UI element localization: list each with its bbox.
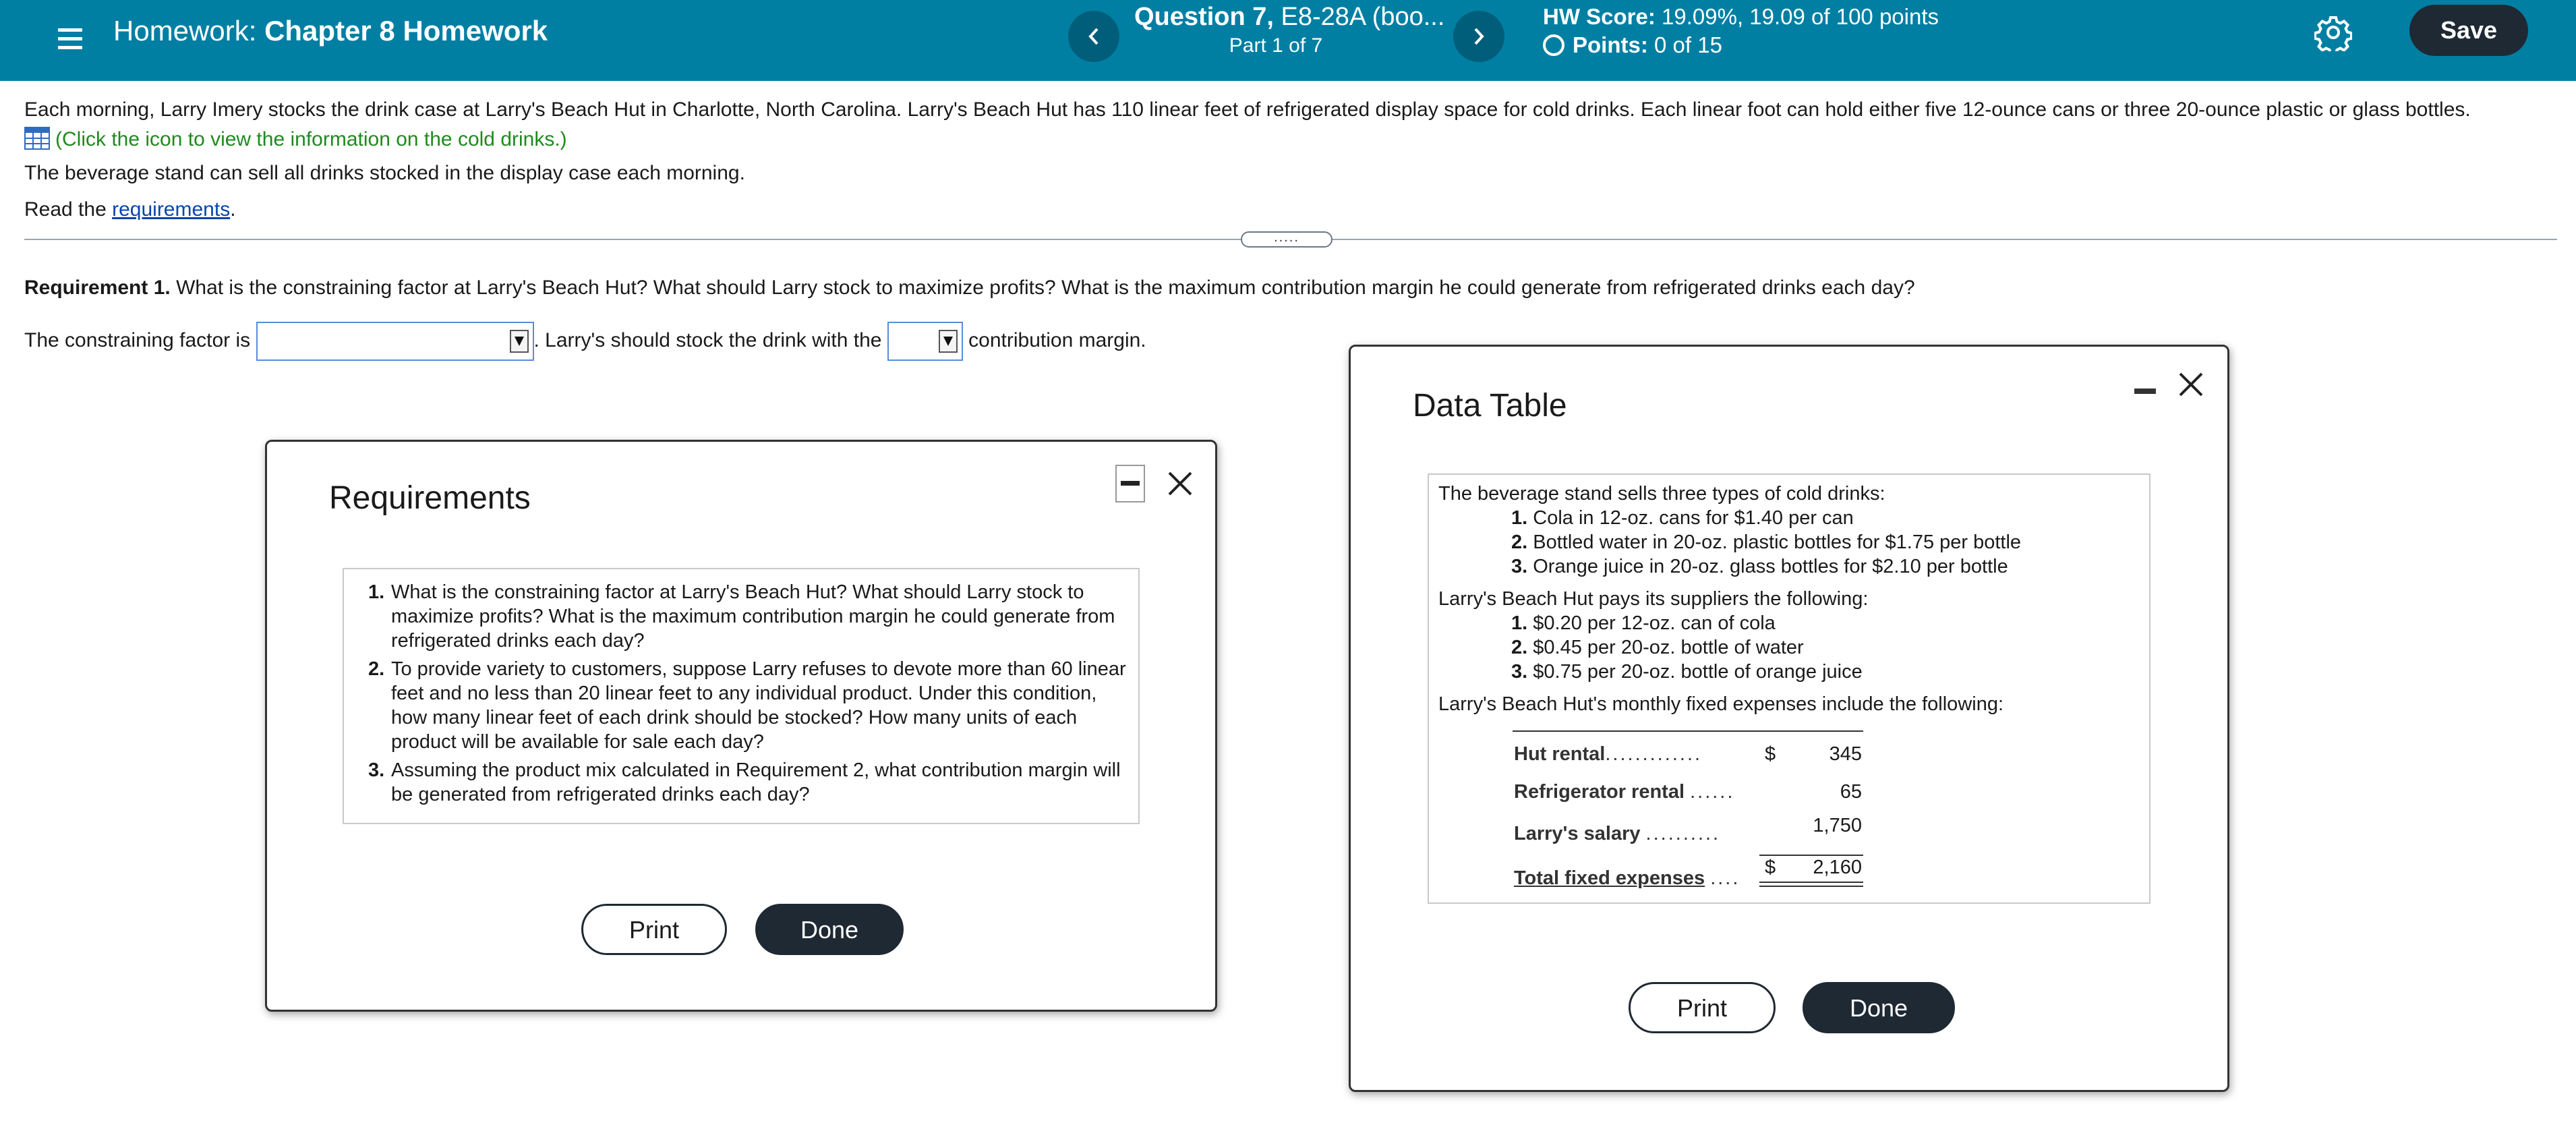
points (1543, 31, 1722, 59)
list-item-text: To provide variety to customers, suppose Larry refuses to devote more than 60 linear feet and no less than 20 linear feet to any individual product. Under this condition, how many linear feet of each drink should be stocked? How many units of each product will be available for sale each day? (391, 658, 1126, 753)
gear-icon[interactable] (2314, 13, 2352, 51)
data-table-dialog-title: Data Table (1413, 388, 1567, 424)
list-item-text: $0.75 per 20-oz. bottle of orange juice (1533, 661, 1863, 683)
problem-intro: Each morning, Larry Imery stocks the drink case at Larry's Beach Hut in Charlotte, North Carolina. Larry's Beach Hut has 110 linear feet of refrigerated display space for cold drinks. Each linear foot can hold either five 12-ounce cans or three 20-ounce plastic or glass bottles. (24, 98, 2471, 121)
suppliers-intro: Larry's Beach Hut pays its suppliers the following: (1438, 588, 1869, 610)
list-item (356, 758, 1126, 807)
read-the-text: Read the (24, 198, 107, 221)
currency-symbol: $ (1765, 743, 1776, 765)
list-item-text: What is the constraining factor at Larry's Beach Hut? What should Larry stock to maximize profits? What is the maximum contribution margin he could generate from refrigerated drinks each day? (391, 581, 1115, 652)
close-icon[interactable] (1164, 467, 1196, 500)
question-name: E8-28A (boo... (1281, 3, 1445, 31)
previous-question-button[interactable] (1068, 11, 1119, 62)
points-value: 0 of 15 (1654, 32, 1722, 57)
expand-collapse-handle[interactable]: ..... (1241, 231, 1333, 248)
chevron-right-icon (1471, 26, 1487, 47)
requirements-link[interactable]: requirements (112, 198, 231, 221)
list-item-number: 1. (368, 581, 385, 603)
list-item-text: Orange juice in 20-oz. glass bottles for $2.10 per bottle (1533, 556, 2008, 577)
requirements-done-button[interactable]: Done (755, 904, 904, 955)
question-label: Question 7, (1134, 3, 1274, 31)
list-item-number: 3. (368, 759, 385, 781)
hw-score (1543, 3, 1939, 31)
homework-title (113, 15, 548, 47)
total-fixed-expenses-value: 2,160 (1813, 857, 1862, 878)
leader-dots: .......... (1645, 823, 1721, 844)
list-item-text: $0.45 per 20-oz. bottle of water (1533, 637, 1804, 658)
answer-row (24, 320, 1146, 362)
requirement-1-label: Requirement 1. (24, 277, 171, 299)
top-bar (0, 0, 2576, 81)
requirements-print-button[interactable]: Print (581, 904, 727, 955)
homework-label: Homework: (113, 15, 257, 47)
list-item-text: $0.20 per 12-oz. can of cola (1533, 612, 1776, 634)
data-table-print-button[interactable]: Print (1629, 982, 1776, 1033)
hamburger-menu-icon[interactable] (53, 19, 89, 59)
list-item-number: 2. (1511, 531, 1528, 553)
leader-dots: ............. (1605, 743, 1703, 765)
hw-score-label: HW Score: (1543, 4, 1656, 29)
list-item-number: 2. (1511, 637, 1528, 658)
sell-all-text: The beverage stand can sell all drinks stocked in the display case each morning. (24, 162, 745, 184)
close-icon[interactable] (2175, 368, 2207, 401)
dropdown-arrow-icon[interactable] (510, 330, 529, 353)
list-item (356, 657, 1126, 754)
question-part: Part 1 of 7 (1229, 34, 1323, 57)
leader-dots: .... (1710, 867, 1740, 889)
answer-middle: . Larry's should stock the drink with the (533, 329, 882, 351)
period-text: . (230, 198, 236, 221)
list-item-text: Bottled water in 20-oz. plastic bottles for $1.75 per bottle (1533, 531, 2022, 553)
list-item-number: 2. (368, 658, 385, 680)
requirements-dialog-title: Requirements (329, 480, 531, 516)
requirement-1-question (24, 275, 1915, 301)
table-grid-icon[interactable] (24, 127, 50, 150)
data-table-done-button[interactable]: Done (1803, 982, 1955, 1033)
list-item-text: Cola in 12-oz. cans for $1.40 per can (1533, 507, 1854, 529)
next-question-button[interactable] (1453, 11, 1504, 62)
refrigerator-rental-value: 65 (1840, 781, 1862, 803)
minimize-icon[interactable] (2130, 372, 2160, 410)
table-row (1514, 866, 1740, 890)
list-item (356, 580, 1126, 653)
requirement-1-text: What is the constraining factor at Larry's Beach Hut? What should Larry stock to maximize profits? What is the maximum contribution margin he could generate from refrigerated drinks each day? (176, 277, 1915, 299)
data-link-row[interactable] (24, 127, 567, 152)
list-item-number: 1. (1511, 612, 1528, 634)
list-item-number: 3. (1511, 556, 1528, 577)
requirements-list (343, 568, 1140, 824)
contribution-margin-dropdown[interactable] (887, 322, 963, 361)
fixed-expenses-intro: Larry's Beach Hut's monthly fixed expenses include the following: (1438, 693, 2004, 715)
table-row (1514, 822, 1720, 846)
leader-dots: ...... (1690, 781, 1735, 803)
dropdown-arrow-icon[interactable] (939, 330, 958, 353)
status-circle-icon (1543, 34, 1564, 56)
list-item-text: Assuming the product mix calculated in Requirement 2, what contribution margin will be generated from refrigerated drinks each day? (391, 759, 1121, 805)
table-row (1514, 780, 1862, 804)
list-item-number: 3. (1511, 661, 1528, 683)
table-row (1514, 742, 1862, 766)
answer-prefix: The constraining factor is (24, 329, 251, 351)
hw-score-value: 19.09%, 19.09 of 100 points (1662, 4, 1939, 29)
total-fixed-expenses-label: Total fixed expenses (1514, 867, 1705, 889)
list-item-number: 1. (1511, 507, 1528, 529)
chevron-left-icon (1086, 26, 1102, 47)
salary-label: Larry's salary (1514, 823, 1641, 844)
read-requirements-text (24, 197, 236, 223)
save-button[interactable]: Save (2409, 5, 2528, 56)
minimize-icon[interactable] (1115, 465, 1145, 502)
data-table-content (1428, 473, 2150, 904)
constraining-factor-dropdown[interactable] (256, 322, 534, 361)
hut-rental-value: 345 (1829, 743, 1862, 765)
cold-drinks-info-link[interactable]: (Click the icon to view the information on the cold drinks.) (55, 128, 567, 150)
drinks-intro: The beverage stand sells three types of cold drinks: (1438, 483, 1885, 505)
salary-value: 1,750 (1813, 815, 1862, 836)
hut-rental-label: Hut rental (1514, 743, 1606, 765)
points-label: Points: (1573, 32, 1648, 57)
refrigerator-rental-label: Refrigerator rental (1514, 781, 1685, 803)
homework-name: Chapter 8 Homework (264, 15, 548, 47)
answer-suffix: contribution margin. (968, 329, 1146, 351)
question-title (1134, 1, 1444, 32)
currency-symbol: $ (1765, 857, 1776, 878)
